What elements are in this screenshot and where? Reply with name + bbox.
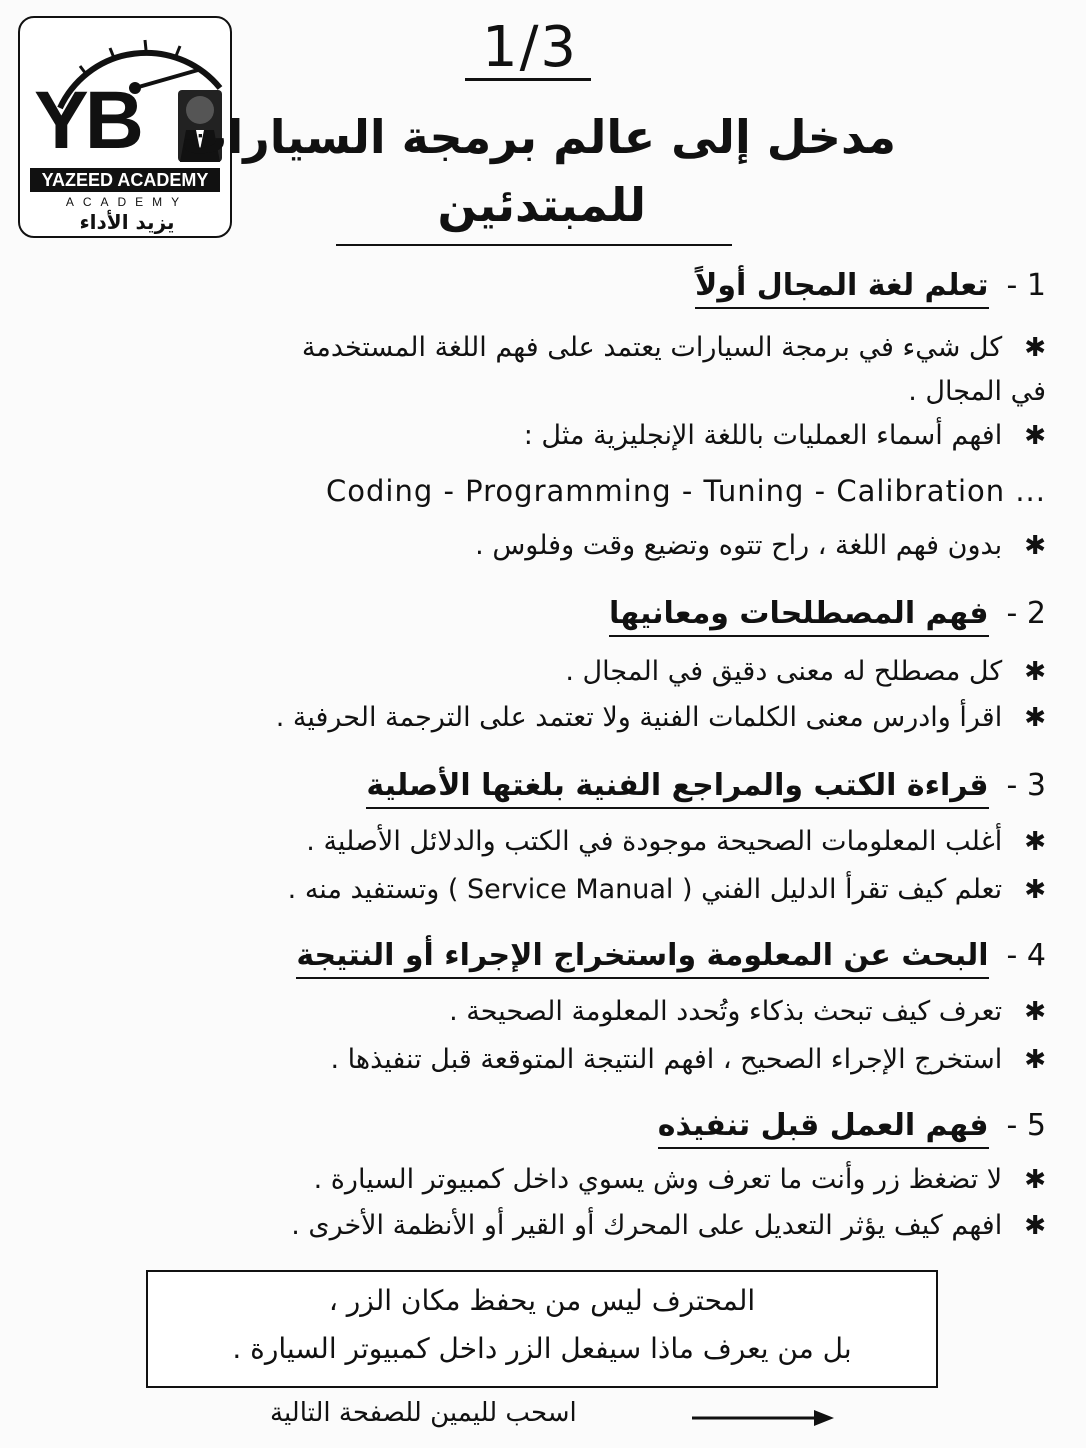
page-title-line-1: مدخل إلى عالم برمجة السيارات	[181, 110, 896, 164]
bullet-text: افهم أسماء العمليات باللغة الإنجليزية مثل :	[523, 420, 1003, 451]
section-number: 2 -	[1006, 596, 1046, 631]
bullet-item	[288, 874, 1046, 905]
bullet-star-icon: ✱	[1024, 1211, 1046, 1241]
bullet-star-icon: ✱	[1024, 997, 1046, 1027]
bullet-text: كل مصطلح له معنى دقيق في المجال .	[565, 656, 1003, 687]
bullet-item	[524, 420, 1046, 451]
quote-box	[146, 1270, 938, 1388]
bullet-star-icon: ✱	[1024, 1045, 1046, 1075]
bullet-text: أغلب المعلومات الصحيحة موجودة في الكتب والدلائل الأصلية .	[306, 826, 1003, 857]
section-number: 5 -	[1006, 1108, 1046, 1143]
section-heading-1	[695, 268, 1046, 303]
logo-name-ar: يزيد الأداء	[79, 210, 175, 234]
page-number-underline	[465, 78, 591, 81]
bullet-text: كل شيء في برمجة السيارات يعتمد على فهم اللغة المستخدمة في المجال .	[301, 332, 1046, 407]
bullet-item	[306, 826, 1046, 857]
bullet-text: استخرج الإجراء الصحيح ، افهم النتيجة المتوقعة قبل تنفيذها .	[330, 1044, 1003, 1075]
bullet-item	[475, 530, 1046, 561]
bullet-text: افهم كيف يؤثر التعديل على المحرك أو القير أو الأنظمة الأخرى .	[291, 1210, 1003, 1241]
section-heading-4	[296, 938, 1046, 973]
bullet-star-icon: ✱	[1024, 875, 1046, 905]
quote-line-1: المحترف ليس من يحفظ مكان الزر ،	[328, 1284, 756, 1317]
logo-subtitle: ACADEMY	[65, 195, 189, 209]
bullet-text: بدون فهم اللغة ، راح تتوه وتضيع وقت وفلوس .	[475, 530, 1003, 561]
arrow-right-icon	[688, 1408, 838, 1428]
section-title: البحث عن المعلومة واستخراج الإجراء أو النتيجة	[296, 938, 988, 979]
section-number: 3 -	[1006, 768, 1046, 803]
bullet-text: اقرأ وادرس معنى الكلمات الفنية ولا تعتمد على الترجمة الحرفية .	[275, 702, 1003, 733]
bullet-text: لا تضغظ زر وأنت ما تعرف وش يسوي داخل كمبيوتر السيارة .	[313, 1164, 1003, 1195]
section-heading-5	[658, 1108, 1046, 1143]
bullet-star-icon: ✱	[1024, 531, 1046, 561]
bullet-star-icon: ✱	[1024, 333, 1046, 363]
bullet-star-icon: ✱	[1024, 703, 1046, 733]
page-title-line-2: للمبتدئين	[437, 178, 646, 232]
section-title: تعلم لغة المجال أولاً	[695, 268, 989, 309]
bullet-star-icon: ✱	[1024, 421, 1046, 451]
bullet-text: تعلم كيف تقرأ الدليل الفني ( Service Manual ) وتستفيد منه .	[287, 874, 1003, 905]
bullet-item	[449, 996, 1046, 1027]
bullet-star-icon: ✱	[1024, 827, 1046, 857]
bullet-text: تعرف كيف تبحث بذكاء وتُحدد المعلومة الصحيحة .	[449, 996, 1003, 1027]
bullet-item	[291, 1210, 1046, 1241]
logo-monogram: YB	[34, 75, 140, 166]
bullet-item	[314, 1164, 1046, 1195]
english-terms-line: Coding - Programming - Tuning - Calibration ...	[326, 474, 1046, 508]
swipe-hint: اسحب لليمين للصفحة التالية	[270, 1398, 577, 1428]
section-heading-3	[366, 768, 1046, 803]
section-title: فهم المصطلحات ومعانيها	[609, 596, 989, 637]
bullet-item	[276, 702, 1046, 733]
bullet-item	[565, 656, 1046, 687]
quote-line-2: بل من يعرف ماذا سيفعل الزر داخل كمبيوتر السيارة .	[232, 1332, 852, 1365]
section-number: 1 -	[1006, 268, 1046, 303]
section-title: فهم العمل قبل تنفيذه	[658, 1108, 989, 1149]
bullet-star-icon: ✱	[1024, 657, 1046, 687]
section-title: قراءة الكتب والمراجع الفنية بلغتها الأصلية	[366, 768, 988, 809]
bullet-item	[286, 326, 1046, 414]
title-underline	[336, 244, 732, 246]
logo-name-en: YAZEED ACADEMY	[30, 168, 220, 192]
section-heading-2	[609, 596, 1046, 631]
page-number: 1/3	[481, 15, 579, 80]
bullet-star-icon: ✱	[1024, 1165, 1046, 1195]
section-number: 4 -	[1006, 938, 1046, 973]
bullet-item	[330, 1044, 1046, 1075]
